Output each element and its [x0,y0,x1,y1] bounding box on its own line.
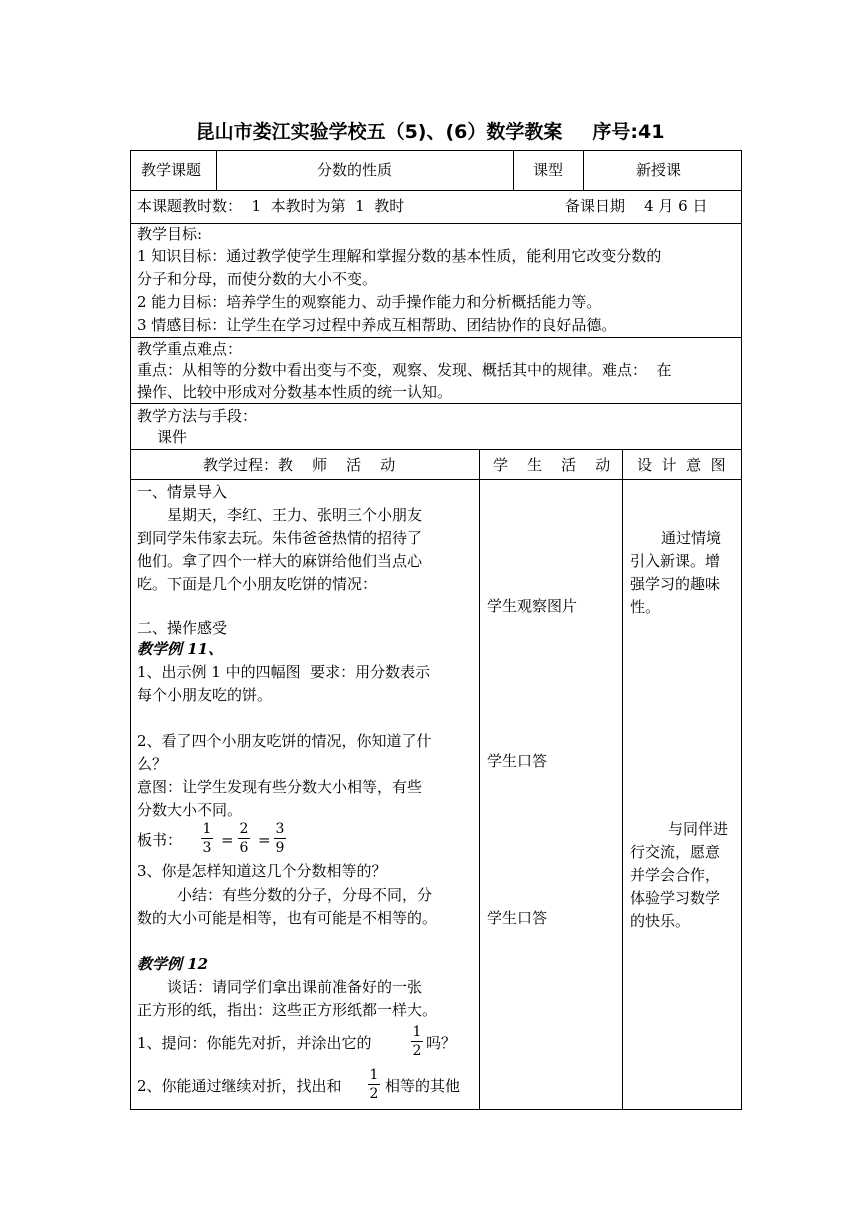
teacher-text: 么？ [137,755,168,773]
design-intent: 强学习的趣味 [630,575,721,593]
denominator: 6 [239,840,249,856]
teacher-activity-header: 教学过程：教 师 活 动 [203,456,396,474]
row-divider [131,223,741,224]
numerator: 1 [202,821,212,837]
student-activity-header: 学 生 活 动 [493,456,611,474]
goals-line: 分子和分母，而使分数的大小不变。 [137,270,378,288]
row-divider [131,449,741,450]
design-intent-header: 设 计 意 图 [637,456,726,474]
goals-line: 2 能力目标：培养学生的观察能力、动手操作能力和分析概括能力等。 [137,293,602,311]
row-divider [131,403,741,404]
teacher-text: 2、看了四个小朋友吃饼的情况，你知道了什 [137,732,432,750]
numerator: 3 [275,821,285,837]
fraction [368,1067,380,1102]
lesson-plan-table [130,150,742,1110]
teacher-text: 吃。下面是几个小朋友吃饼的情况： [137,575,378,593]
student-activity: 学生口答 [487,752,548,770]
teacher-text: 小结：有些分数的分子，分母不同，分 [177,886,433,904]
row-divider [131,337,741,338]
teacher-text: 数的大小可能是相等，也有可能是不相等的。 [137,909,438,927]
section-heading: 一、情景导入 [137,483,228,501]
teacher-text: 每个小朋友吃的饼。 [137,686,273,704]
teacher-text: 相等的其他 [385,1077,461,1095]
equals-sign: = [258,831,271,849]
design-intent: 通过情境 [661,529,722,547]
denominator: 2 [369,1086,379,1102]
teacher-text: 意图：让学生发现有些分数大小相等，有些 [137,778,423,796]
teacher-text: 1、出示例 1 中的四幅图 要求：用分数表示 [137,663,431,681]
numerator: 1 [369,1067,379,1083]
teacher-text: 3、你是怎样知道这几个分数相等的？ [137,862,387,880]
design-intent: 并学会合作， [630,866,721,884]
teacher-text: 他们。拿了四个一样大的麻饼给他们当点心 [137,552,423,570]
design-intent: 引入新课。增 [630,552,721,570]
teacher-text: 星期天，李红、王力、张明三个小朋友 [167,506,423,524]
equals-sign: = [221,831,234,849]
fraction [274,821,286,856]
teacher-text: 到同学朱伟家去玩。朱伟爸爸热情的招待了 [137,529,423,547]
numerator: 1 [412,1024,422,1040]
fraction [411,1024,423,1059]
type-value: 新授课 [636,161,682,179]
student-activity: 学生口答 [487,909,548,927]
col-divider [583,151,584,190]
key-line: 操作、比较中形成对分数基本性质的统一认知。 [137,383,453,401]
teacher-text: 谈话：请同学们拿出课前准备好的一张 [167,978,423,996]
topic-value: 分数的性质 [317,161,393,179]
method-value: 课件 [157,428,188,446]
fraction [238,821,250,856]
col-divider [513,151,514,190]
page-title [0,117,860,144]
goals-line: 1 知识目标：通过教学使学生理解和掌握分数的基本性质，能利用它改变分数的 [137,247,662,265]
design-intent: 性。 [630,598,661,616]
design-intent: 行交流，愿意 [630,843,721,861]
example-heading: 教学例 11、 [137,640,224,658]
design-intent: 的快乐。 [630,912,691,930]
col-divider [479,449,480,1109]
denominator: 9 [275,840,285,856]
numerator: 2 [239,821,249,837]
topic-label: 教学课题 [141,161,202,179]
row-divider [131,190,741,191]
design-intent: 体验学习数学 [630,889,721,907]
key-heading: 教学重点难点： [137,340,243,358]
denominator: 2 [412,1043,422,1059]
teacher-text: 吗？ [426,1034,457,1052]
denominator: 3 [202,840,212,856]
key-line: 重点：从相等的分数中看出变与不变，观察、发现、概括其中的规律。难点： 在 [137,361,672,379]
type-label: 课型 [533,161,564,179]
title-main: 昆山市娄江实验学校五（5)、(6）数学教案 [195,121,563,143]
method-heading: 教学方法与手段： [137,407,258,425]
col-divider [622,449,623,1109]
board-label: 板书： [137,831,183,849]
row-divider [131,479,741,480]
serial-number: 序号:41 [592,121,665,143]
prep-date: 备课日期 4 月 6 日 [565,197,708,215]
student-activity: 学生观察图片 [487,597,578,615]
teacher-text: 2、你能通过继续对折，找出和 [137,1077,342,1095]
col-divider [216,151,217,190]
design-intent: 与同伴进 [668,820,729,838]
goals-line: 3 情感目标：让学生在学习过程中养成互相帮助、团结协作的良好品德。 [137,316,617,334]
lesson-hours: 本课题教时数： 1 本教时为第 1 教时 [137,197,405,215]
section-heading: 二、操作感受 [137,619,228,637]
teacher-text: 分数大小不同。 [137,801,243,819]
example-heading: 教学例 12 [137,955,209,973]
teacher-text: 1、提问：你能先对折，并涂出它的 [137,1034,372,1052]
fraction [201,821,213,856]
goals-heading: 教学目标: [137,225,203,243]
teacher-text: 正方形的纸，指出：这些正方形纸都一样大。 [137,1001,438,1019]
